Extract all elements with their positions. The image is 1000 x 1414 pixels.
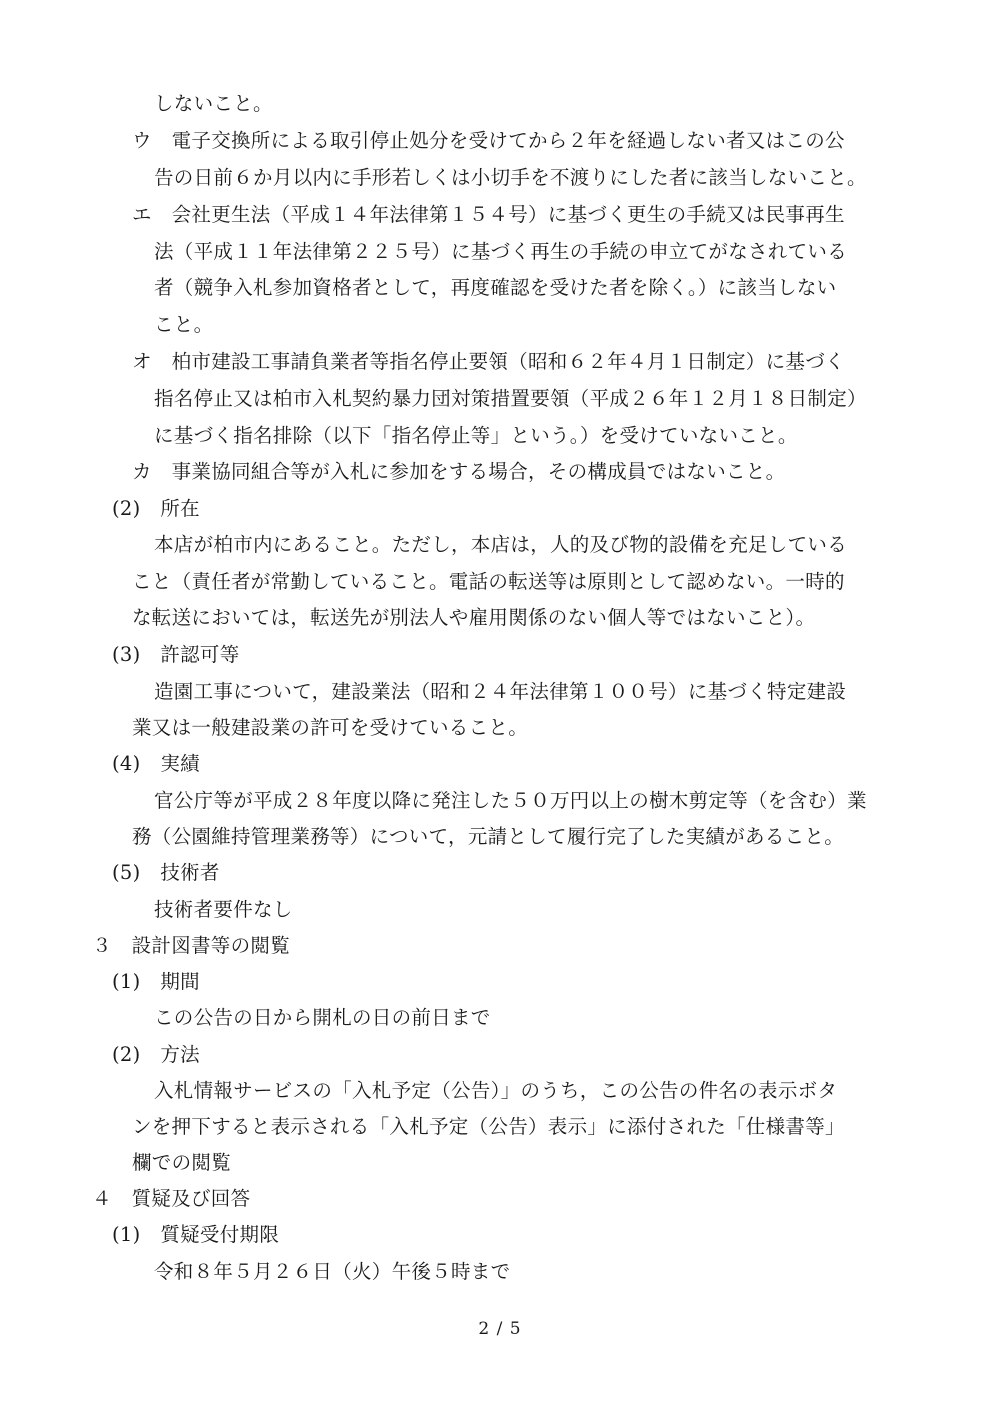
text-line: 技術者要件なし xyxy=(154,898,293,921)
text-line: オ 柏市建設工事請負業者等指名停止要領（昭和６２年４月１日制定）に基づく xyxy=(132,350,845,373)
text-line: こと。 xyxy=(154,313,214,336)
text-line: な転送においては，転送先が別法人や雇用関係のない個人等ではないこと）。 xyxy=(132,606,816,629)
page-number: 2 / 5 xyxy=(478,1319,522,1339)
text-line: こと（責任者が常勤していること。電話の転送等は原則として認めない。一時的 xyxy=(132,570,845,593)
text-line: エ 会社更生法（平成１４年法律第１５４号）に基づく更生の手続又は民事再生 xyxy=(132,203,845,226)
text-line: 指名停止又は柏市入札契約暴力団対策措置要領（平成２６年１２月１８日制定） xyxy=(154,387,867,410)
text-line: 造園工事について，建設業法（昭和２４年法律第１００号）に基づく特定建設 xyxy=(154,680,847,703)
chapter-heading: ４ 質疑及び回答 xyxy=(92,1187,251,1210)
section-heading: (1) 質疑受付期限 xyxy=(112,1223,280,1246)
text-line: 務（公園維持管理業務等）について，元請として履行完了した実績があること。 xyxy=(132,825,845,848)
text-line: ンを押下すると表示される「入札予定（公告）表示」に添付された「仕様書等」 xyxy=(132,1115,845,1138)
text-line: 令和８年５月２６日（火）午後５時まで xyxy=(154,1260,511,1283)
text-line: に基づく指名排除（以下「指名停止等」という。）を受けていないこと。 xyxy=(154,424,798,447)
text-line: この公告の日から開札の日の前日まで xyxy=(154,1006,491,1029)
text-line: しないこと。 xyxy=(154,92,273,115)
section-heading: (2) 方法 xyxy=(112,1043,200,1066)
text-line: 官公庁等が平成２８年度以降に発注した５０万円以上の樹木剪定等（を含む）業 xyxy=(154,789,867,812)
section-heading: (1) 期間 xyxy=(112,970,200,993)
chapter-heading: ３ 設計図書等の閲覧 xyxy=(92,934,291,957)
text-line: 法（平成１１年法律第２２５号）に基づく再生の手続の申立てがなされている xyxy=(154,240,848,263)
text-line: 告の日前６か月以内に手形若しくは小切手を不渡りにした者に該当しないこと。 xyxy=(154,166,867,189)
text-line: 者（競争入札参加資格者として，再度確認を受けた者を除く。）に該当しない xyxy=(154,276,837,299)
section-heading: (5) 技術者 xyxy=(112,861,220,884)
text-line: 欄での閲覧 xyxy=(132,1151,232,1174)
text-line: カ 事業協同組合等が入札に参加をする場合，その構成員ではないこと。 xyxy=(132,460,786,483)
section-heading: (3) 許認可等 xyxy=(112,643,240,666)
text-line: ウ 電子交換所による取引停止処分を受けてから２年を経過しない者又はこの公 xyxy=(132,129,845,152)
section-heading: (4) 実績 xyxy=(112,752,200,775)
text-line: 入札情報サービスの「入札予定（公告）」のうち，この公告の件名の表示ボタ xyxy=(154,1079,838,1102)
text-line: 業又は一般建設業の許可を受けていること。 xyxy=(132,716,529,739)
text-line: 本店が柏市内にあること。ただし，本店は，人的及び物的設備を充足している xyxy=(154,533,848,556)
section-heading: (2) 所在 xyxy=(112,497,200,520)
